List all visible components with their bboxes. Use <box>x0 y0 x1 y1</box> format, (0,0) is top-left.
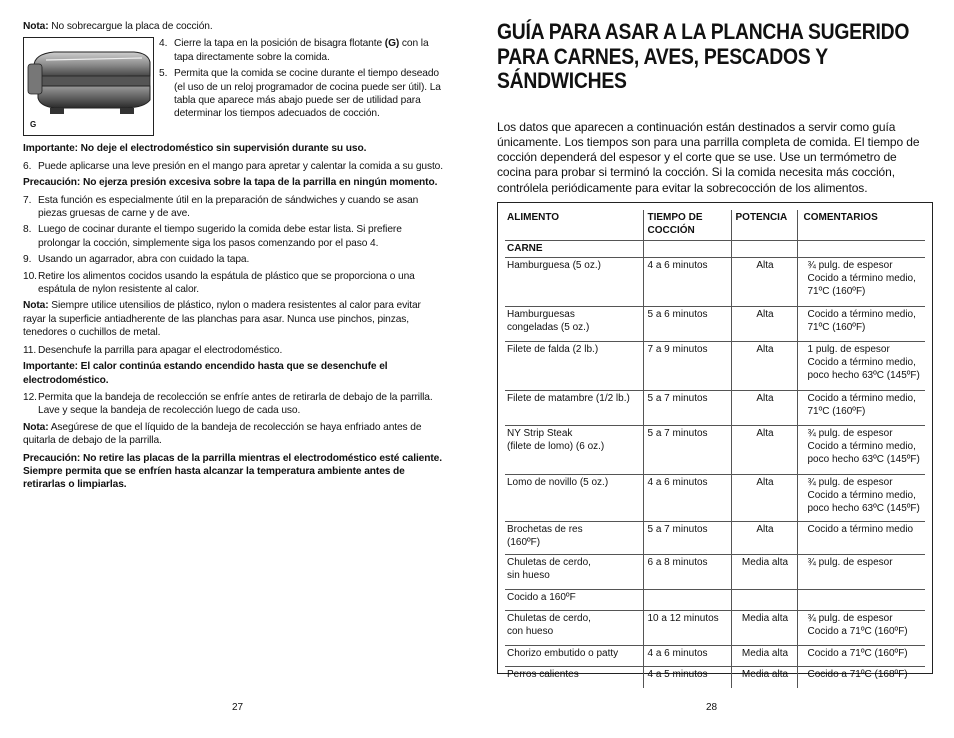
power-cell: Alta <box>731 258 797 307</box>
table-header-row <box>505 210 925 240</box>
header-time: TIEMPO DE COCCIÓN <box>643 210 731 240</box>
time-cell <box>643 590 731 611</box>
step-6: 6. Puede aplicarse una leve presión en el mango para apretar y calentar la comida a su gusto. <box>23 160 443 172</box>
table-row <box>505 426 925 475</box>
grilling-guide-table-frame <box>497 202 933 681</box>
power-cell: Alta <box>731 307 797 342</box>
power-cell <box>731 590 797 611</box>
food-cell: Brochetas de res (160ºF) <box>505 522 643 555</box>
table-row <box>505 522 925 555</box>
note-utensils: Nota: Siempre utilice utensilios de plástico, nylon o madera resistentes al calor para evitar rayar la superficie antiadherente de las planchas para asar. Nunca use pinchos, pinzas, tenedores o cuchillos de metal. <box>23 300 421 339</box>
comment-cell: ¾ pulg. de espesor Cocido a término medio, 71ºC (160ºF) <box>797 258 925 307</box>
power-cell: Media alta <box>731 555 797 590</box>
step-5: 5. Permita que la comida se cocine durante el tiempo deseado (el uso de un reloj programador de cocina puede ser útil). La tabla que aparece más abajo puede ser de utilidad para determinar los tiempos adecuados de cocción. <box>159 68 441 120</box>
table-row <box>505 667 925 688</box>
important-supervision: Importante: No deje el electrodoméstico sin supervisión durante su uso. <box>23 143 367 155</box>
time-cell: 6 a 8 minutos <box>643 555 731 590</box>
table-row <box>505 391 925 426</box>
power-cell: Media alta <box>731 611 797 646</box>
comment-cell: ¾ pulg. de espesor Cocido a 71ºC (160ºF) <box>797 611 925 646</box>
food-cell: Chuletas de cerdo, sin hueso <box>505 555 643 590</box>
page-number-left: 27 <box>232 702 244 713</box>
time-cell: 4 a 6 minutos <box>643 475 731 522</box>
table-row <box>505 590 925 611</box>
food-cell: Lomo de novillo (5 oz.) <box>505 475 643 522</box>
food-cell: Hamburguesas congeladas (5 oz.) <box>505 307 643 342</box>
comment-cell: ¾ pulg. de espesor <box>797 555 925 590</box>
step-4: 4. Cierre la tapa en la posición de bisagra flotante (G) con la tapa directamente sobre la comida. <box>159 38 429 63</box>
time-cell: 4 a 6 minutos <box>643 258 731 307</box>
step-12: 12. Permita que la bandeja de recolección se enfríe antes de retirarla de debajo de la parrilla. Lave y seque la bandeja de recolección luego de cada uso. <box>23 391 433 417</box>
comment-cell: ¾ pulg. de espesor Cocido a término medio, poco hecho 63ºC (145ºF) <box>797 475 925 522</box>
step-8: 8. Luego de cocinar durante el tiempo sugerido la comida debe estar lista. Si prefiere prolongar la cocción, simplemente siga los pasos comenzando por el paso 4. <box>23 224 402 249</box>
time-cell: 7 a 9 minutos <box>643 342 731 391</box>
power-cell: Alta <box>731 391 797 426</box>
food-cell: Filete de matambre (1/2 lb.) <box>505 391 643 426</box>
page-number-right: 28 <box>706 702 718 713</box>
header-food: ALIMENTO <box>507 212 560 223</box>
intro-paragraph: Los datos que aparecen a continuación están destinados a servir como guía únicamente. Los tiempos son para una parrilla completa de comida. El tiempo de cocción dependerá del espesor y el corte que se use. Use un termómetro de cocina para probar si terminó la cocción. Si la comida necesita más cocción, contrólela periódicamente para evitar la sobrecocción de los alimentos. <box>497 119 920 195</box>
time-cell: 5 a 7 minutos <box>643 391 731 426</box>
power-cell: Media alta <box>731 667 797 688</box>
table-row <box>505 307 925 342</box>
comment-cell: ¾ pulg. de espesor Cocido a término medio, poco hecho 63ºC (145ºF) <box>797 426 925 475</box>
time-cell: 10 a 12 minutos <box>643 611 731 646</box>
time-cell: 5 a 7 minutos <box>643 522 731 555</box>
power-cell: Alta <box>731 426 797 475</box>
grill-illustration-icon <box>24 38 155 137</box>
table-row <box>505 258 925 307</box>
table-row <box>505 475 925 522</box>
step-11: 11. Desenchufe la parrilla para apagar el electrodoméstico. <box>23 344 283 356</box>
food-cell: Filete de falda (2 lb.) <box>505 342 643 391</box>
time-cell: 5 a 7 minutos <box>643 426 731 475</box>
note-overload: Nota: No sobrecargue la placa de cocción. <box>23 21 213 32</box>
section-label: CARNE <box>505 240 643 258</box>
note-drip-tray: Nota: Asegúrese de que el líquido de la bandeja de recolección se haya enfriado antes de quitarla de debajo de la parrilla. <box>23 421 422 447</box>
comment-cell: Cocido a término medio, 71ºC (160ºF) <box>797 307 925 342</box>
food-cell: Cocido a 160ºF <box>505 590 643 611</box>
food-cell: Chuletas de cerdo, con hueso <box>505 611 643 646</box>
table-row <box>505 646 925 667</box>
left-page <box>23 20 443 496</box>
section-row-carne <box>505 240 925 258</box>
figure-row <box>23 37 443 136</box>
header-comments: COMENTARIOS <box>797 210 925 240</box>
table-row <box>505 342 925 391</box>
comment-cell: 1 pulg. de espesor Cocido a término medio, poco hecho 63ºC (145ºF) <box>797 342 925 391</box>
food-cell: Chorizo embutido o patty <box>505 646 643 667</box>
step-7: 7. Esta función es especialmente útil en la preparación de sándwiches y cuando se asan piezas gruesas de carne y de ave. <box>23 194 419 220</box>
caution-plates: Precaución: No retire las placas de la parrilla mientras el electrodoméstico esté caliente. Siempre permita que se enfríen hasta alcanzar la temperatura ambiente antes de retirarlas o limpiarlas. <box>23 452 442 491</box>
table-row <box>505 611 925 646</box>
right-page <box>497 20 933 196</box>
comment-cell: Cocido a término medio, 71ºC (160ºF) <box>797 391 925 426</box>
time-cell: 4 a 5 minutos <box>643 667 731 688</box>
food-cell: Perros calientes <box>505 667 643 688</box>
figure-label: G <box>30 120 37 129</box>
caution-pressure: Precaución: No ejerza presión excesiva sobre la tapa de la parrilla en ningún momento. <box>23 177 438 189</box>
power-cell: Media alta <box>731 646 797 667</box>
header-power: POTENCIA <box>731 210 797 240</box>
comment-cell: Cocido a 71ºC (168ºF) <box>797 667 925 688</box>
important-heat: Importante: El calor continúa estando encendido hasta que se desenchufe el electrodoméstico. <box>23 361 388 386</box>
grill-figure <box>23 37 154 136</box>
step-9: 9. Usando un agarrador, abra con cuidado la tapa. <box>23 254 250 266</box>
food-cell: NY Strip Steak (filete de lomo) (6 oz.) <box>505 426 643 475</box>
comment-cell: Cocido a 71ºC (160ºF) <box>797 646 925 667</box>
power-cell: Alta <box>731 522 797 555</box>
figure-steps <box>159 37 443 136</box>
power-cell: Alta <box>731 342 797 391</box>
step-10: 10. Retire los alimentos cocidos usando la espátula de plástico que se proporciona o una espátula de nylon resistente al calor. <box>23 270 415 296</box>
power-cell: Alta <box>731 475 797 522</box>
time-cell: 4 a 6 minutos <box>643 646 731 667</box>
comment-cell: Cocido a término medio <box>797 522 925 555</box>
comment-cell <box>797 590 925 611</box>
table-row <box>505 555 925 590</box>
time-cell: 5 a 6 minutos <box>643 307 731 342</box>
page-title: GUÍA PARA ASAR A LA PLANCHA SUGERIDO PARA CARNES, AVES, PESCADOS Y SÁNDWICHES <box>497 19 910 93</box>
food-cell: Hamburguesa (5 oz.) <box>505 258 643 307</box>
grilling-guide-table <box>505 210 925 688</box>
